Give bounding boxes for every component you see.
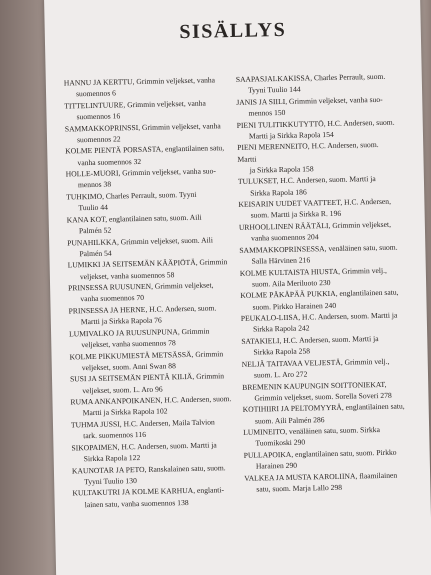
toc-entry-continuation: veljekset, vanha suomennos 78 [81,338,176,350]
toc-entry-continuation: veljekset, vanha suomennos 58 [79,269,175,281]
toc-entry [65,120,227,146]
toc-entry-continuation: Sirkka Rapola 242 [252,323,310,335]
toc-entry-line: PIENI TULITIKKUTYTTÖ, H.C. Andersen, suom. [236,117,395,130]
toc-entry [68,279,230,305]
toc-entry-continuation: mennos 150 [248,107,286,118]
toc-entry-continuation: Palmén 54 [79,248,112,259]
toc-entry [241,310,403,336]
toc-entry-continuation: Palmén 52 [78,225,112,236]
toc-entry [67,234,229,260]
toc-entry-line: PRINSESSA JA HERNE, H.C. Andersen, suom. [68,303,217,316]
toc-entry-continuation: Sirkka Rapola 186 [250,187,307,198]
toc-entry [65,143,227,169]
toc-entry [66,165,228,191]
toc-column-left [64,74,235,510]
toc-entry-continuation: Tyyni Tuulio 130 [84,475,137,486]
toc-entry [243,401,405,427]
toc-entry-line: TUHMA JUSSI, H.C. Andersen, Maila Talvion [70,417,215,430]
toc-entry-line: PIENI MERENNEITO, H.C. Andersen, suom. Martti [237,140,379,164]
toc-entry [70,393,232,419]
toc-entry-continuation: Sirkka Rapola 122 [83,452,141,464]
toc-entry-continuation: Sirkka Rapola 258 [253,346,311,357]
toc-entry-line: TUHKIMO, Charles Perrault, suom. Tyyni [66,189,197,202]
toc-entry-continuation: vanha suomennos 32 [77,156,142,167]
toc-entry-line: KEISARIN UUDET VAATTEET, H.C. Andersen, [238,196,392,210]
toc-entry [64,74,226,100]
toc-entry [239,218,401,244]
toc-entry-continuation: satu, suom. Marja Lallo 298 [256,482,343,494]
toc-entry-line: PEUKALO-LIISA, H.C. Andersen, suom. Martti ja [240,310,398,324]
toc-entry-continuation: Tyyni Tuulio 144 [247,84,301,95]
toc-entry-line: JANIS JA SIILI, Grimmin veljekset, vanha suo- [236,94,383,107]
toc-entry [238,173,400,199]
book-page [44,0,431,575]
toc-entry-line: VALKEA JA MUSTA KAROLIINA, flaamilainen [244,470,398,483]
toc-column-right [236,71,407,496]
toc-entry [242,378,404,404]
toc-entry [69,325,231,351]
toc-entry-continuation: Salla Härvinen 216 [251,255,311,266]
toc-entry-line: SAMMAKKOPRINSESSA, venäläinen satu, suom. [239,242,398,255]
toc-entry-continuation: Harainen 290 [255,460,298,471]
toc-entry-continuation: suomennos 6 [75,88,117,99]
toc-entry [72,484,234,510]
toc-entry-line: LUMIVALKO JA RUUSUNPUNA, Grimmin [68,326,210,339]
toc-entry-continuation: lainen satu, vanha suomennos 138 [84,497,189,509]
toc-entry-continuation: suomennos 16 [76,111,121,122]
toc-entry-line: SUSI JA SEITSEMÄN PIENTÄ KILIÄ, Grimmin [69,371,225,384]
toc-entry-continuation: vanha suomennos 70 [80,293,145,304]
toc-entry [244,469,406,495]
toc-entry-continuation: suomennos 22 [76,134,121,145]
toc-entry-continuation: Grimmin veljekset, suom. Sorella Soveri 278 [254,390,392,403]
toc-entry-line: LUMIKKI JA SEITSEMÄN KÄÄPIÖTÄ, Grimmin [67,257,228,270]
toc-entry [67,211,229,237]
toc-entry [237,139,400,176]
toc-entry-continuation: Martti ja Sirkka Rapola 154 [248,129,334,141]
toc-entry-continuation: suom. Aili Palmén 286 [254,414,325,426]
toc-entry-line: PRINSESSA RUUSUNEN, Grimmin veljekset, [68,280,214,293]
toc-entry-continuation: tark. suomennos 116 [83,430,147,441]
toc-entry-line: KOLME PIKKUMIESTÄ METSÄSSÄ, Grimmin [69,348,224,362]
toc-entry-line: SAMMAKKOPRINSSI, Grimmin veljekset, vanha [64,120,221,134]
toc-entry [236,71,398,97]
toc-entry [71,439,233,465]
toc-entry-line: URHOOLLINEN RÄÄTÄLI, Grimmin veljekset, [238,219,392,232]
page-title: SISÄLLYS [179,18,287,44]
toc-entry-continuation: mennos 38 [77,179,112,190]
toc-entry-line: SIKOPAIMEN, H.C. Andersen, suom. Martti ja [71,440,217,453]
toc-entry-continuation: suom. Aila Meriluoto 230 [251,277,331,289]
toc-entry-line: LUMINEITO, venäläinen satu, suom. Sirkka [243,425,380,438]
toc-entry-line: NELJÄ TAITAVAA VELJESTÄ, Grimmin velj., [241,356,390,369]
toc-entry-line: KAUNOTAR JA PETO, Ranskalainen satu, suom. [71,462,226,476]
toc-entry [238,196,400,222]
toc-entry-continuation: veljekset, suom. L. Aro 96 [82,384,163,395]
toc-entry [240,287,402,313]
toc-entry-continuation: suom. Martti ja Sirkka R. 196 [250,209,342,221]
toc-entry-line: TITTELINTUURE, Grimmin veljekset, vanha [64,98,206,111]
toc-entry-continuation: vanha suomennos 204 [251,232,319,243]
toc-entry [66,188,228,214]
toc-entry [241,332,403,358]
toc-entry-line: KOTIHIIRI JA PELTOMYYRÄ, englantilainen satu, [242,401,405,415]
toc-entry-continuation: Tuulio 44 [78,202,109,213]
toc-entry [68,302,230,328]
toc-entry-line: KULTAKUTRI JA KOLME KARHUA, englanti- [72,485,225,498]
toc-entry-continuation: Martti ja Sirkka Rapola 76 [80,315,162,327]
toc-entry-line: TULUKSET, H.C. Andersen, suom. Martti ja [237,174,376,187]
toc-entry-line: RUMA ANKANPOIKANEN, H.C. Andersen, suom. [70,394,232,407]
toc-entry-continuation: ja Sirkka Rapola 158 [249,164,314,175]
toc-entry [71,416,233,442]
toc-entry [237,116,399,142]
toc-entry-line: KANA KOT, englantilainen satu, suom. Aili [66,212,202,225]
toc-entry [242,355,404,381]
toc-entry [236,93,398,119]
toc-entry [72,462,234,488]
toc-entry [240,264,402,290]
toc-entry [239,241,401,267]
toc-entry-line: KOLME KULTAISTA HIUSTA, Grimmin velj., [239,265,387,278]
toc-entry-line: HANNU JA KERTTU, Grimmin veljekset, vanha [63,75,216,88]
toc-entry-continuation: Tuomikoski 290 [255,437,306,448]
toc-entry [64,97,226,123]
toc-entry-line: KOLME PÄKÄPÄÄ PUKKIA, englantilainen satu, [240,287,399,301]
toc-entry-line: HOLLE-MUORI, Grimmin veljekset, vanha suo- [65,166,216,179]
toc-entry-line: SATAKIELI, H.C. Andersen, suom. Martti ja [241,333,379,346]
toc-entry-line: SAAPASJALKAKISSA, Charles Perrault, suom. [235,71,386,84]
toc-entry-continuation: suom. Pirkko Harainen 240 [252,300,337,312]
toc-entry [69,348,231,374]
toc-entry-continuation: Martti ja Sirkka Rapola 102 [82,406,168,418]
toc-entry-continuation: suom. L. Aro 272 [253,369,308,380]
toc-entry [243,424,405,450]
toc-entry [244,446,406,472]
toc-entry-line: PULLAPOIKA, englantilainen satu, suom. Pirkko [243,447,397,460]
toc-entry-line: BREMENIN KAUPUNGIN SOITTONIEKAT, [242,379,387,392]
toc-entry-line: KOLME PIENTÄ PORSASTA, englantilainen satu, [65,143,225,156]
toc-entry [70,370,232,396]
toc-entry [68,256,230,282]
toc-entry-continuation: veljekset, suom. Anni Swan 88 [81,361,176,372]
toc-entry-line: PUNAHILKKA, Grimmin veljekset, suom. Aili [67,235,213,248]
